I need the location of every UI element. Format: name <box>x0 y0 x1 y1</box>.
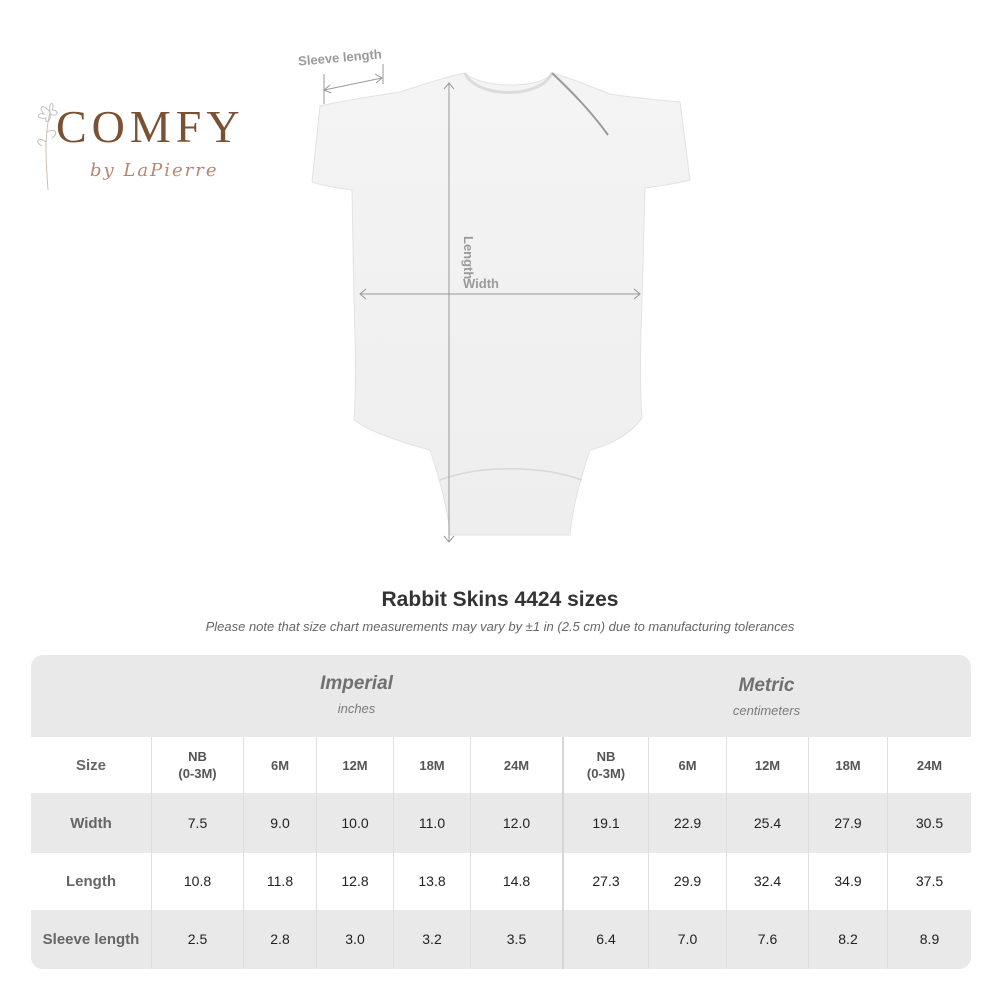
imperial-title: Imperial <box>320 673 393 694</box>
width-label: Width <box>463 276 499 291</box>
brand-logo <box>28 92 268 192</box>
table-cell: 8.2 <box>808 910 887 969</box>
table-cell: 14.8 <box>470 853 562 910</box>
table-cell: 27.9 <box>808 793 887 853</box>
table-cell: 11.8 <box>243 853 316 910</box>
table-cell: 12.8 <box>316 853 393 910</box>
bodysuit-illustration <box>290 40 700 550</box>
length-label: Length <box>461 236 476 280</box>
table-cell: 25.4 <box>726 793 808 853</box>
metric-header <box>562 655 971 737</box>
table-cell: 34.9 <box>808 853 887 910</box>
tolerance-note: Please note that size chart measurements may vary by ±1 in (2.5 cm) due to manufacturing tolerances <box>205 619 795 634</box>
table-cell: 7.5 <box>151 793 243 853</box>
size-header: 18M <box>808 737 887 793</box>
chart-title: Rabbit Skins 4424 sizes <box>381 588 619 611</box>
table-cell: 22.9 <box>648 793 726 853</box>
size-header: 12M <box>726 737 808 793</box>
size-header: NB (0-3M) <box>151 737 243 793</box>
table-cell: 27.3 <box>562 853 648 910</box>
row-label: Sleeve length <box>42 931 140 948</box>
table-cell: 7.6 <box>726 910 808 969</box>
size-header: 24M <box>887 737 971 793</box>
row-label: Width <box>70 814 112 832</box>
table-cell: 3.0 <box>316 910 393 969</box>
sleeve-length-label: Sleeve length <box>297 46 383 69</box>
metric-unit: centimeters <box>732 703 801 718</box>
row-label: Length <box>66 873 116 890</box>
table-cell: 2.8 <box>243 910 316 969</box>
table-cell: 7.0 <box>648 910 726 969</box>
table-cell: 13.8 <box>393 853 470 910</box>
size-row-label: Size <box>75 756 106 774</box>
table-cell: 10.8 <box>151 853 243 910</box>
table-cell: 6.4 <box>562 910 648 969</box>
table-cell: 3.2 <box>393 910 470 969</box>
table-cell: 10.0 <box>316 793 393 853</box>
size-header: 18M <box>393 737 470 793</box>
table-cell: 9.0 <box>243 793 316 853</box>
size-table <box>31 655 971 969</box>
brand-tagline: by LaPierre <box>90 160 219 181</box>
table-row-width <box>31 793 971 853</box>
imperial-header <box>151 655 562 737</box>
table-cell: 37.5 <box>887 853 971 910</box>
table-cell: 8.9 <box>887 910 971 969</box>
size-header: 12M <box>316 737 393 793</box>
table-cell: 32.4 <box>726 853 808 910</box>
table-row-sleeve-length <box>31 910 971 969</box>
size-row <box>31 737 971 793</box>
imperial-unit: inches <box>337 701 376 716</box>
table-cell: 11.0 <box>393 793 470 853</box>
table-cell: 19.1 <box>562 793 648 853</box>
brand-name: COMFY <box>56 101 245 152</box>
table-cell: 2.5 <box>151 910 243 969</box>
size-header: NB (0-3M) <box>562 737 648 793</box>
size-header: 24M <box>470 737 562 793</box>
size-header: 6M <box>243 737 316 793</box>
table-row-length <box>31 853 971 910</box>
metric-title: Metric <box>738 675 795 696</box>
bodysuit-diagram <box>290 40 700 550</box>
table-cell: 29.9 <box>648 853 726 910</box>
table-cell: 30.5 <box>887 793 971 853</box>
table-cell: 12.0 <box>470 793 562 853</box>
table-cell: 3.5 <box>470 910 562 969</box>
size-header: 6M <box>648 737 726 793</box>
